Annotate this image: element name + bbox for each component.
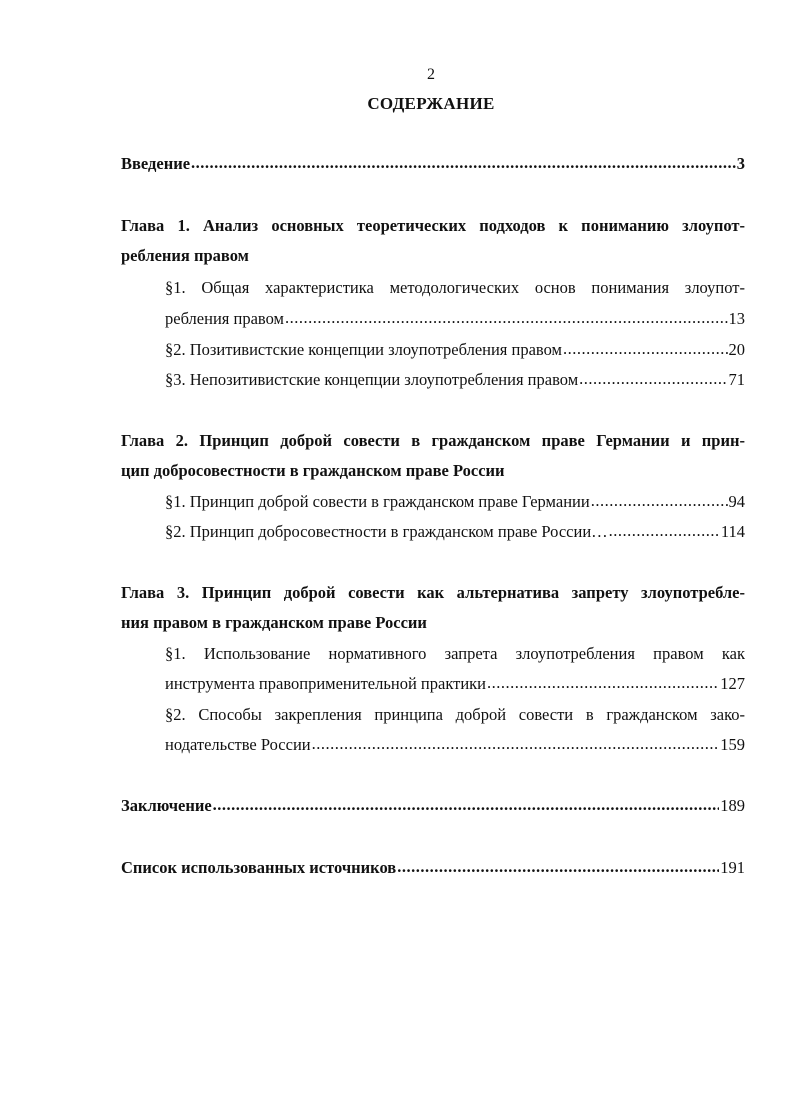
toc-page: 94: [728, 492, 745, 511]
toc-page: 3: [736, 154, 745, 173]
toc-label: инструмента правоприменительной практики: [165, 674, 487, 693]
dot-leader: [487, 671, 719, 695]
toc-page: 20: [728, 340, 745, 359]
toc-entry-ch3-s1-line1[interactable]: §1. Использование нормативного запрета злоупотребления правом как: [165, 644, 745, 663]
toc-label: §3. Непозитивистские концепции злоупотребления правом: [165, 370, 579, 389]
page-number: 2: [427, 66, 435, 83]
toc-label: §2. Позитивистские концепции злоупотребления правом: [165, 340, 562, 359]
dot-leader: [213, 793, 720, 817]
toc-entry-ch3-s2-line1[interactable]: §2. Способы закрепления принципа доброй совести в гражданском зако-: [165, 705, 745, 724]
dot-leader: [563, 337, 728, 361]
toc-entry-sources[interactable]: [121, 856, 745, 880]
dot-leader: [312, 732, 720, 756]
dot-leader: [579, 367, 727, 391]
toc-label: Список использованных источников: [121, 858, 397, 877]
toc-page: 189: [720, 796, 745, 815]
dot-leader: [591, 489, 728, 513]
toc-label: нодательстве России: [165, 735, 311, 754]
toc-label: Заключение: [121, 796, 212, 815]
chapter3-heading-line2[interactable]: ния правом в гражданском праве России: [121, 613, 427, 632]
toc-label: §1. Принцип доброй совести в гражданском праве Германии: [165, 492, 590, 511]
toc-page: 114: [720, 522, 745, 541]
chapter2-heading-line2[interactable]: цип добросовестности в гражданском праве России: [121, 461, 505, 480]
toc-entry-ch2-s1[interactable]: [165, 490, 745, 514]
toc-page: 127: [720, 674, 745, 693]
toc-entry-ch1-s2[interactable]: [165, 338, 745, 362]
dot-leader: [285, 306, 728, 330]
dot-leader: [191, 151, 736, 175]
toc-entry-intro[interactable]: [121, 152, 745, 176]
dot-leader: [609, 519, 720, 543]
toc-label: Введение: [121, 154, 191, 173]
toc-page: 71: [728, 370, 745, 389]
chapter3-heading-line1[interactable]: Глава 3. Принцип доброй совести как альтернатива запрету злоупотребле-: [121, 583, 745, 602]
dot-leader: [397, 855, 719, 879]
chapter1-heading-line1[interactable]: Глава 1. Анализ основных теоретических подходов к пониманию злоупот-: [121, 216, 745, 235]
chapter2-heading-line1[interactable]: Глава 2. Принцип доброй совести в гражданском праве Германии и прин-: [121, 431, 745, 450]
toc-entry-ch1-s3[interactable]: [165, 368, 745, 392]
toc-entry-ch1-s1-line1[interactable]: §1. Общая характеристика методологических основ понимания злоупот-: [165, 278, 745, 297]
toc-label: §2. Принцип добросовестности в гражданском праве России…: [165, 522, 608, 541]
toc-page: 13: [728, 309, 745, 328]
toc-page: 159: [720, 735, 745, 754]
chapter1-heading-line2[interactable]: ребления правом: [121, 246, 249, 265]
toc-entry-ch3-s1[interactable]: [165, 672, 745, 696]
toc-label: ребления правом: [165, 309, 284, 328]
toc-entry-conclusion[interactable]: [121, 794, 745, 818]
page-title: СОДЕРЖАНИЕ: [367, 94, 495, 113]
toc-entry-ch1-s1[interactable]: [165, 307, 745, 331]
toc-entry-ch3-s2[interactable]: [165, 733, 745, 757]
toc-entry-ch2-s2[interactable]: [165, 520, 745, 544]
toc-page: 191: [720, 858, 745, 877]
